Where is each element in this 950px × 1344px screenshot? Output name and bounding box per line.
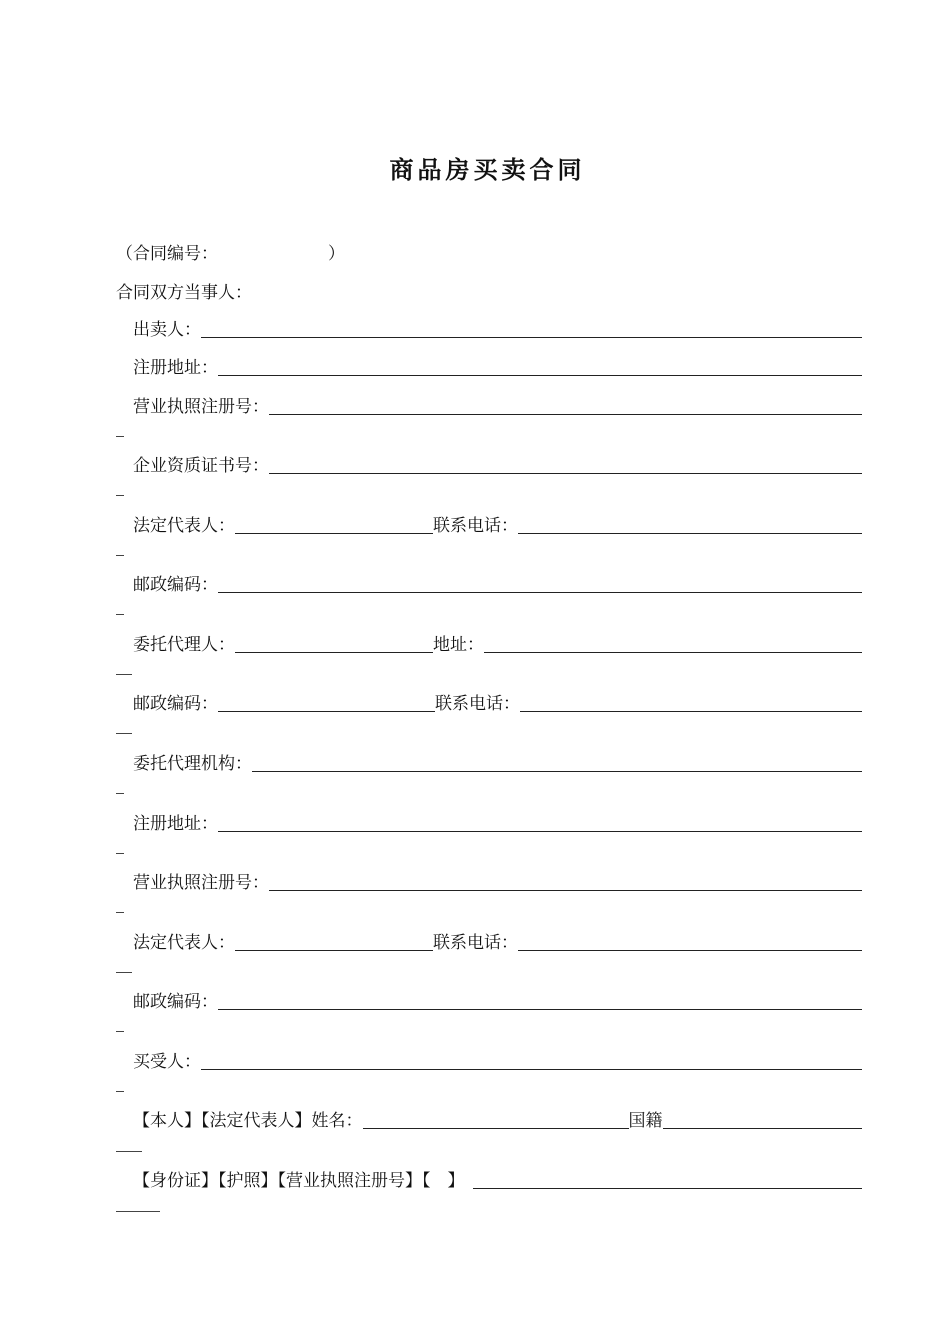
seller-agent-postcode-row bbox=[133, 690, 862, 716]
seller-license-field[interactable] bbox=[269, 396, 862, 415]
seller-qualification-field-tail bbox=[116, 495, 124, 496]
seller-agency-rep-row bbox=[133, 929, 862, 955]
seller-agency-address-field-tail bbox=[116, 853, 124, 854]
buyer-name-label: 买受人： bbox=[133, 1052, 201, 1072]
seller-agent-phone-field-tail bbox=[116, 733, 132, 734]
seller-agency-license-label: 营业执照注册号： bbox=[133, 873, 269, 893]
seller-phone-label: 联系电话： bbox=[433, 516, 518, 536]
seller-legal-rep-field[interactable] bbox=[235, 515, 433, 534]
seller-qualification-row bbox=[133, 452, 862, 478]
seller-address-field[interactable] bbox=[218, 357, 862, 376]
seller-phone-field[interactable] bbox=[518, 515, 862, 534]
contract-number-label: （合同编号： bbox=[116, 244, 218, 264]
seller-agency-address-row bbox=[133, 810, 862, 836]
buyer-person-row bbox=[133, 1107, 862, 1133]
buyer-name-row bbox=[133, 1048, 862, 1074]
document-title: 商品房买卖合同 bbox=[389, 155, 586, 184]
seller-agency-address-label: 注册地址： bbox=[133, 814, 218, 834]
buyer-name-field-tail bbox=[116, 1091, 124, 1092]
seller-agency-license-row bbox=[133, 869, 862, 895]
seller-agency-rep-label: 法定代表人： bbox=[133, 933, 235, 953]
seller-agency-phone-field-tail bbox=[116, 972, 132, 973]
buyer-person-name-field[interactable] bbox=[363, 1110, 629, 1129]
seller-agent-postcode-label: 邮政编码： bbox=[133, 694, 218, 714]
buyer-nationality-field[interactable] bbox=[663, 1110, 863, 1129]
contract-number-close: ） bbox=[328, 244, 345, 264]
seller-agent-phone-label: 联系电话： bbox=[435, 694, 520, 714]
seller-agency-license-field[interactable] bbox=[269, 872, 862, 891]
buyer-id-row bbox=[133, 1167, 862, 1193]
seller-agency-rep-field[interactable] bbox=[235, 932, 433, 951]
seller-agency-address-field[interactable] bbox=[218, 813, 862, 832]
seller-address-row bbox=[133, 354, 862, 380]
seller-license-row bbox=[133, 393, 862, 419]
seller-agent-address-field[interactable] bbox=[484, 634, 862, 653]
seller-agency-postcode-field-tail bbox=[116, 1031, 124, 1032]
buyer-id-field[interactable] bbox=[473, 1170, 863, 1189]
seller-agency-license-field-tail bbox=[116, 912, 124, 913]
seller-postcode-field[interactable] bbox=[218, 574, 862, 593]
buyer-person-label: 【本人】【法定代表人】姓名： bbox=[133, 1111, 363, 1131]
seller-postcode-label: 邮政编码： bbox=[133, 575, 218, 595]
buyer-nationality-label: 国籍 bbox=[628, 1111, 663, 1131]
seller-agent-postcode-field[interactable] bbox=[218, 693, 435, 712]
seller-agency-postcode-label: 邮政编码： bbox=[133, 992, 218, 1012]
seller-agent-field[interactable] bbox=[235, 634, 433, 653]
seller-agent-address-field-tail bbox=[116, 674, 132, 675]
buyer-nationality-field-tail bbox=[116, 1151, 142, 1152]
seller-agency-phone-field[interactable] bbox=[518, 932, 862, 951]
seller-agency-label: 委托代理机构： bbox=[133, 754, 252, 774]
contract-number-line bbox=[116, 242, 345, 266]
seller-agency-postcode-row bbox=[133, 988, 862, 1014]
seller-qualification-label: 企业资质证书号： bbox=[133, 456, 269, 476]
seller-agency-phone-label: 联系电话： bbox=[433, 933, 518, 953]
seller-agency-postcode-field[interactable] bbox=[218, 991, 862, 1010]
seller-name-row bbox=[133, 316, 862, 342]
seller-name-field[interactable] bbox=[201, 319, 862, 338]
seller-agent-row bbox=[133, 631, 862, 657]
seller-agent-label: 委托代理人： bbox=[133, 635, 235, 655]
seller-agent-phone-field[interactable] bbox=[520, 693, 862, 712]
seller-phone-field-tail bbox=[116, 555, 124, 556]
seller-license-field-tail bbox=[116, 436, 124, 437]
parties-label: 合同双方当事人： bbox=[116, 283, 252, 303]
buyer-id-label: 【身份证】【护照】【营业执照注册号】【 】 bbox=[133, 1171, 465, 1191]
seller-postcode-field-tail bbox=[116, 614, 124, 615]
seller-agency-field-tail bbox=[116, 793, 124, 794]
seller-qualification-field[interactable] bbox=[269, 455, 862, 474]
buyer-id-field-tail bbox=[116, 1211, 160, 1212]
seller-agency-row bbox=[133, 750, 862, 776]
seller-legal-rep-row bbox=[133, 512, 862, 538]
seller-license-label: 营业执照注册号： bbox=[133, 397, 269, 417]
seller-name-label: 出卖人： bbox=[133, 320, 201, 340]
seller-legal-rep-label: 法定代表人： bbox=[133, 516, 235, 536]
seller-address-label: 注册地址： bbox=[133, 358, 218, 378]
seller-agency-field[interactable] bbox=[252, 753, 862, 772]
buyer-name-field[interactable] bbox=[201, 1051, 862, 1070]
seller-postcode-row bbox=[133, 571, 862, 597]
seller-agent-address-label: 地址： bbox=[433, 635, 484, 655]
